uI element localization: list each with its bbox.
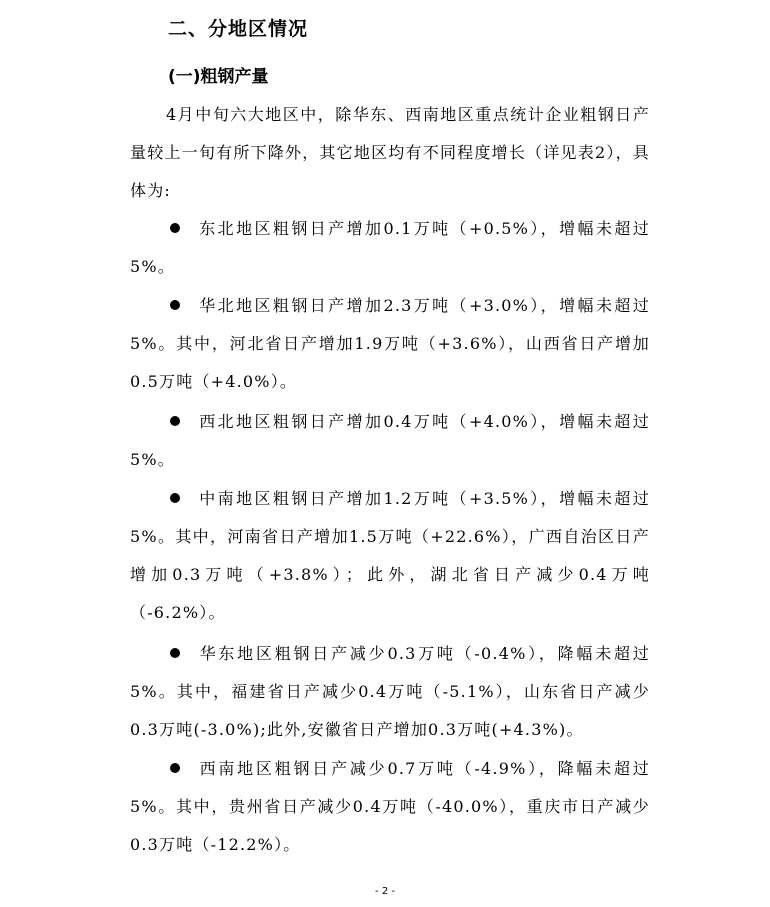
page-number: - 2 - [375,886,395,897]
bullet-text: 西南地区粗钢日产减少0.7万吨（-4.9%），降幅未超过5%。其中，贵州省日产减少0.4万吨（-40.0%），重庆市日产减少0.3万吨（-12.2%）。 [130,759,650,854]
bullet-text: 华北地区粗钢日产增加2.3万吨（+3.0%），增幅未超过5%。其中，河北省日产增加1.9万吨（+3.6%），山西省日产增加0.5万吨（+4.0%）。 [130,296,650,391]
bullet-item-north [130,287,650,401]
bullet-item-east [130,635,650,749]
bullet-text: 中南地区粗钢日产增加1.2万吨（+3.5%），增幅未超过5%。其中，河南省日产增加1.5万吨（+22.6%），广西自治区日产增加0.3万吨（+3.8%）；此外，湖北省日产减少0.4万吨（-6.2%）。 [130,489,650,622]
bullet-item-south-central [130,480,650,632]
section-heading: 二、分地区情况 [168,18,309,40]
bullet-text: 西北地区粗钢日产增加0.4万吨（+4.0%），增幅未超过5%。 [130,412,650,469]
bullet-dot-icon [170,300,180,310]
bullet-item-northwest [130,403,650,479]
bullet-text: 华东地区粗钢日产减少0.3万吨（-0.4%），降幅未超过5%。其中，福建省日产减少0.4万吨（-5.1%），山东省日产减少0.3万吨(-3.0%);此外,安徽省日产增加0.3万吨(+4.3%)。 [130,644,650,739]
bullet-dot-icon [170,493,180,503]
bullet-dot-icon [170,223,180,233]
intro-paragraph: 4月中旬六大地区中，除华东、西南地区重点统计企业粗钢日产量较上一旬有所下降外，其它地区均有不同程度增长（详见表2），具体为: [130,105,650,200]
bullet-item-southwest [130,750,650,864]
bullet-text: 东北地区粗钢日产增加0.1万吨（+0.5%），增幅未超过5%。 [130,219,650,276]
bullet-dot-icon [170,648,180,658]
bullet-item-northeast [130,210,650,286]
bullet-dot-icon [170,416,180,426]
sub-heading: (一)粗钢产量 [168,67,269,87]
bullet-dot-icon [170,763,180,773]
